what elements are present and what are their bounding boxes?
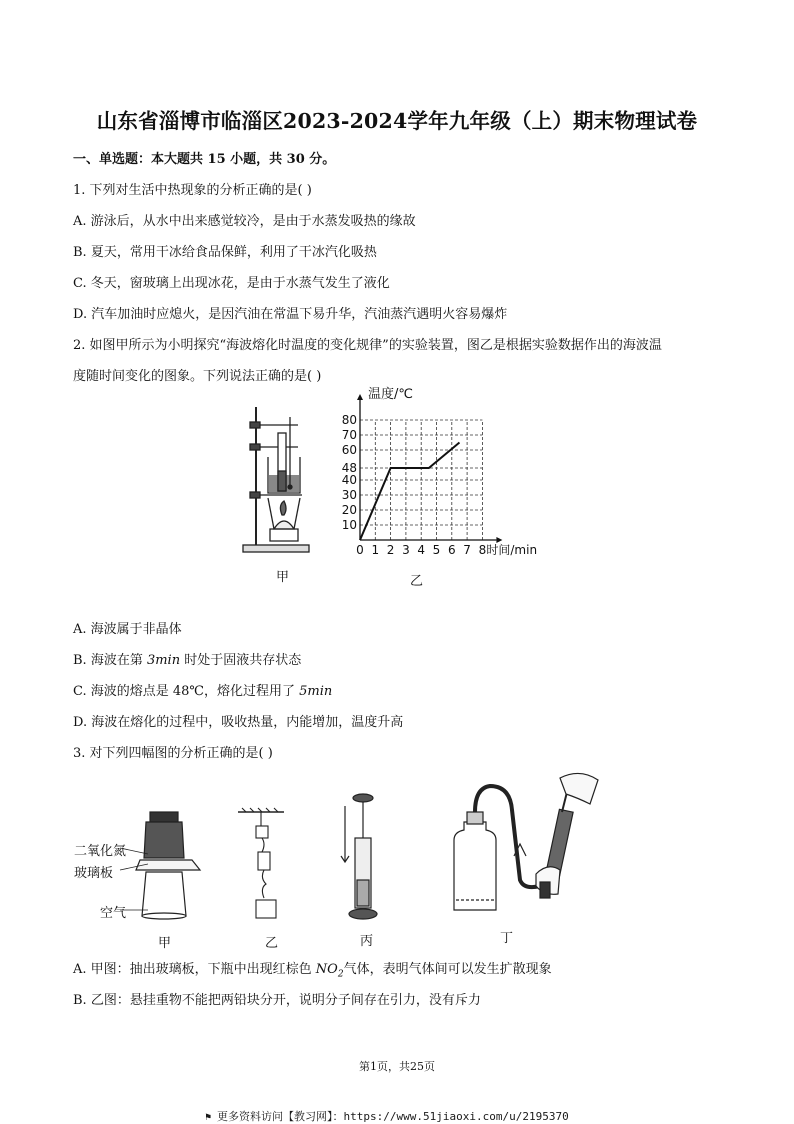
y-tick-label: 80 [341,413,357,427]
flag-icon: ⚑ [205,1112,218,1123]
section-heading: 一、单选题：本大题共 15 小题，共 30 分。 [73,152,336,167]
fig3-caption-yi: 乙 [265,936,279,951]
fig3-caption-bing: 丙 [360,934,374,949]
y-tick-label: 20 [341,503,357,517]
q3-option-a: A. 甲图：抽出玻璃板，下瓶中出现红棕色 $NO_2$气体，表明气体间可以发生扩散现象 [73,962,552,980]
q1-option-d: D. 汽车加油时应熄火，是因汽油在常温下易升华，汽油蒸汽遇明火容易爆炸 [73,307,508,322]
q3-option-b: B. 乙图：悬挂重物不能把两铅块分开，说明分子间存在引力，没有斥力 [73,993,481,1008]
fig-jia-caption: 甲 [276,570,290,585]
x-tick-label: 4 [417,543,426,557]
x-tick-label: 2 [386,543,395,557]
y-tick-label: 48 [341,461,357,475]
x-tick-label: 1 [371,543,380,557]
temperature-time-chart [341,385,560,560]
bottle-pump-figure [440,770,610,920]
y-tick-label: 40 [341,473,357,487]
q2-option-a: A. 海波属于非晶体 [73,622,182,637]
q1-option-b: B. 夏天，常用干冰给食品保鲜，利用了干冰汽化吸热 [73,245,377,260]
q2-option-b: B. 海波在第 3min 时处于固液共存状态 [73,653,302,668]
q3-stem: 3. 对下列四幅图的分析正确的是( ) [73,746,273,761]
promo-link[interactable]: ⚑ 更多资料访问【教习网】：https://www.51jiaoxi.com/u/2195370 [205,1110,569,1123]
y-axis-arrow [357,394,363,400]
label-air: 空气 [100,906,127,921]
fig-yi-caption: 乙 [410,574,424,589]
melting-apparatus-figure [238,405,318,585]
y-axis-label: 温度/℃ [368,387,413,402]
label-no2: 二氧化氮 [74,844,127,859]
q2-option-d: D. 海波在熔化的过程中，吸收热量，内能增加，温度升高 [73,715,404,730]
page-title: 山东省淄博市临淄区2023-2024学年九年级（上）期末物理试卷 [96,109,698,133]
lead-blocks-figure [236,808,286,926]
label-glass-plate: 玻璃板 [74,866,114,881]
y-tick-label: 60 [341,443,357,457]
y-tick-label: 70 [341,428,357,442]
x-tick-label: 7 [463,543,471,557]
q2-stem-line1: 2. 如图甲所示为小明探究“海波熔化时温度的变化规律”的实验装置，图乙是根据实验数据作出的海波温 [73,338,662,353]
x-tick-label: 8 [478,543,487,557]
x-tick-label: 3 [402,543,410,557]
fig3-caption-ding: 丁 [500,931,514,946]
q2-option-c: C. 海波的熔点是 48℃，熔化过程用了 5min [73,684,333,699]
x-tick-label: 6 [447,543,456,557]
q2-stem-line2: 度随时间变化的图象。下列说法正确的是( ) [73,369,322,384]
x-axis-label: 时间/min [486,543,538,557]
q1-stem: 1. 下列对生活中热现象的分析正确的是( ) [73,183,312,198]
diffusion-pointer-lines [120,840,150,920]
diffusion-bottles-figure [140,808,210,926]
x-tick-label: 0 [356,543,364,557]
x-tick-label: 5 [432,543,441,557]
fig3-caption-jia: 甲 [158,936,172,951]
q1-option-a: A. 游泳后，从水中出来感觉较冷，是由于水蒸发吸热的缘故 [73,214,416,229]
y-tick-label: 30 [341,488,357,502]
page-footer: 第1页，共25页 [359,1060,435,1073]
compression-cylinder-figure [335,792,385,922]
q1-option-c: C. 冬天，窗玻璃上出现冰花，是由于水蒸气发生了液化 [73,276,390,291]
y-tick-label: 10 [341,518,357,532]
